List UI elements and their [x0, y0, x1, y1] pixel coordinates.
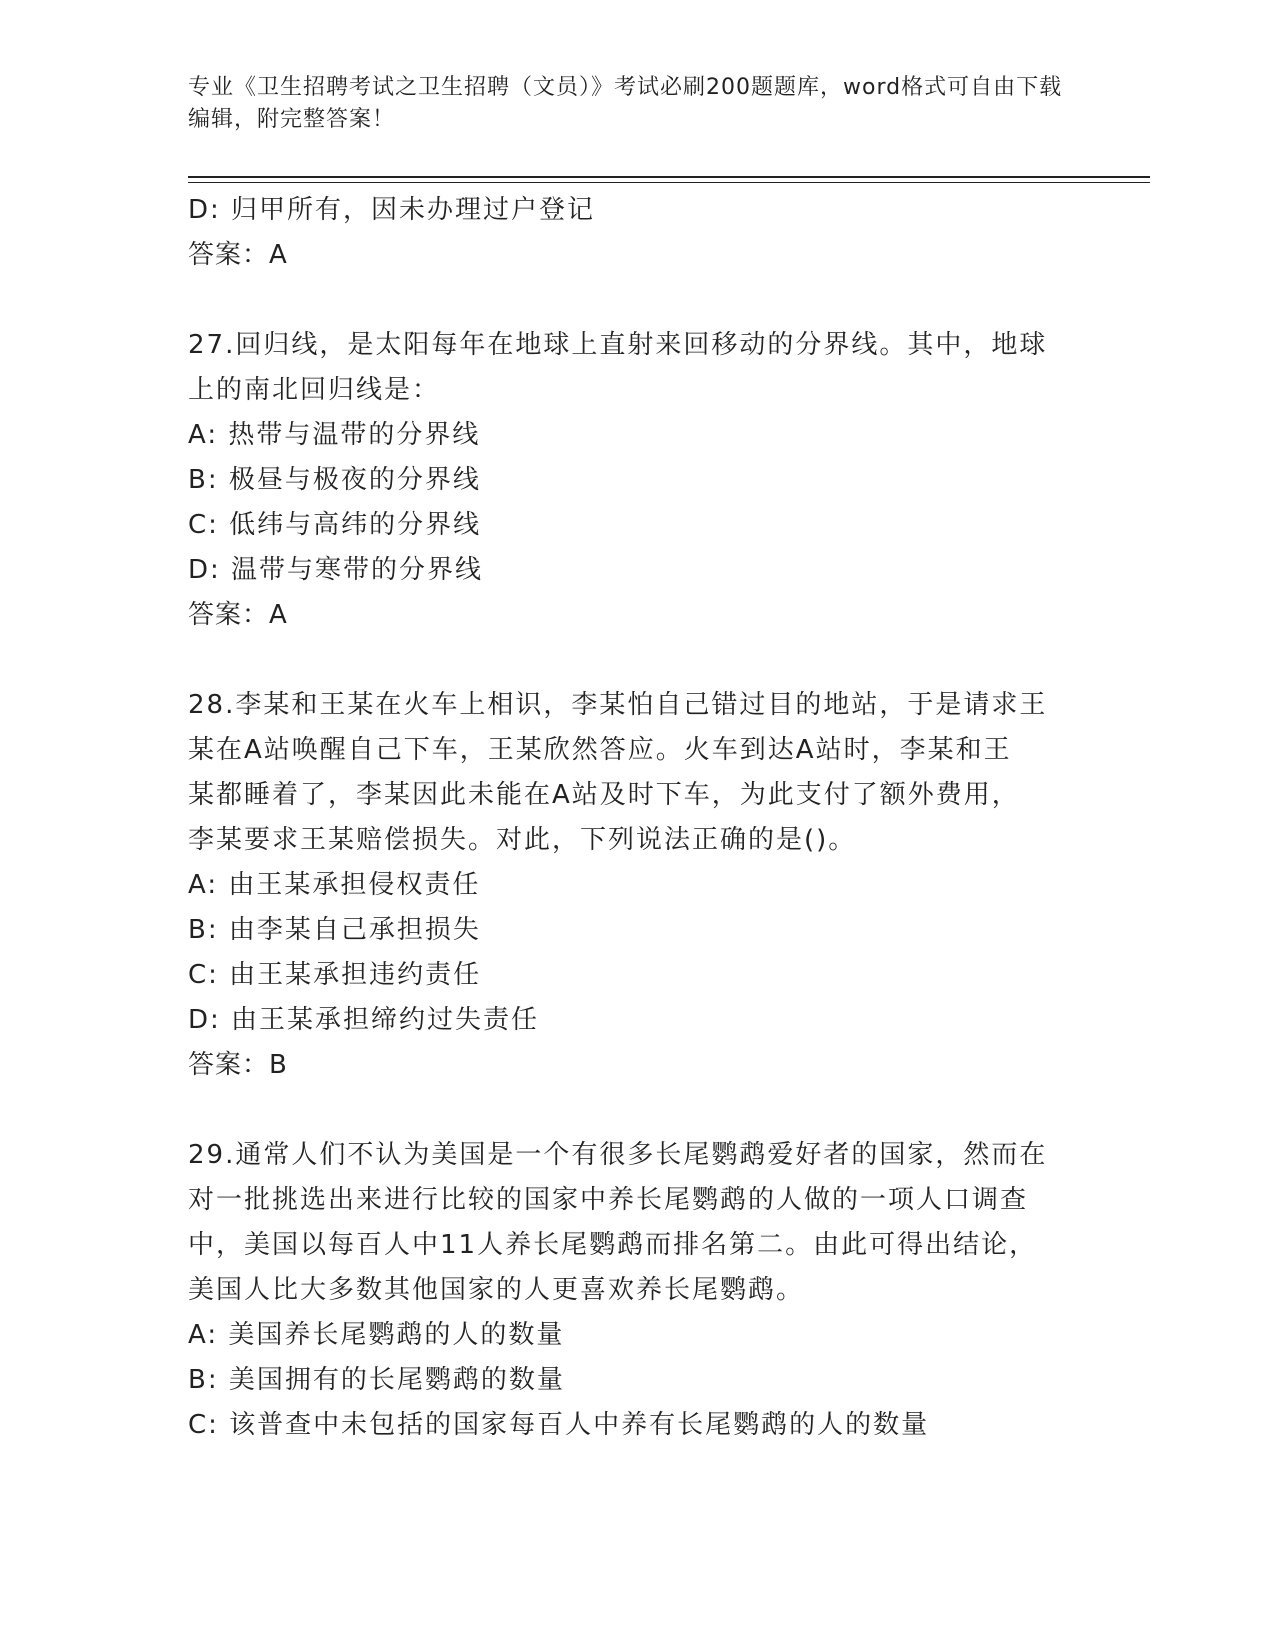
question-text-line: 某在A站唤醒自己下车，王某欣然答应。火车到达A站时，李某和王: [188, 735, 1012, 765]
option-c: C: 由王某承担违约责任: [188, 960, 482, 990]
document-header: 专业《卫生招聘考试之卫生招聘（文员）》考试必刷200题题库，word格式可自由下载编辑，附完整答案！: [188, 75, 1063, 132]
option-c: C: 该普查中未包括的国家每百人中养有长尾鹦鹉的人的数量: [188, 1410, 930, 1440]
option-d: D: 由王某承担缔约过失责任: [188, 1005, 540, 1035]
answer-line: 答案：A: [188, 240, 288, 270]
header-rule-thin: [188, 182, 1150, 183]
question-text-line: 美国人比大多数其他国家的人更喜欢养长尾鹦鹉。: [188, 1275, 805, 1305]
option-a: A: 美国养长尾鹦鹉的人的数量: [188, 1320, 565, 1350]
question-block-27: [188, 323, 1088, 638]
option-a: A: 由王某承担侵权责任: [188, 870, 481, 900]
option-b: B: 极昼与极夜的分界线: [188, 465, 481, 495]
answer-line: 答案：A: [188, 600, 288, 630]
option-c: C: 低纬与高纬的分界线: [188, 510, 482, 540]
question-block-28: [188, 683, 1088, 1088]
answer-line: 答案：B: [188, 1050, 288, 1080]
question-block-26: [188, 188, 1088, 278]
option-b: B: 由李某自己承担损失: [188, 915, 481, 945]
option-d: D: 温带与寒带的分界线: [188, 555, 484, 585]
question-block-29: [188, 1133, 1088, 1448]
question-text-line: 上的南北回归线是：: [188, 375, 441, 405]
question-text-line: 29.通常人们不认为美国是一个有很多长尾鹦鹉爱好者的国家，然而在: [188, 1140, 1048, 1170]
option-d: D: 归甲所有，因未办理过户登记: [188, 195, 596, 225]
spacer: [188, 638, 1088, 683]
question-text-line: 中，美国以每百人中11人养长尾鹦鹉而排名第二。由此可得出结论，: [188, 1230, 1038, 1260]
document-body: [188, 188, 1088, 1448]
question-text-line: 某都睡着了，李某因此未能在A站及时下车，为此支付了额外费用，: [188, 780, 1020, 810]
option-b: B: 美国拥有的长尾鹦鹉的数量: [188, 1365, 565, 1395]
question-text-line: 对一批挑选出来进行比较的国家中养长尾鹦鹉的人做的一项人口调查: [188, 1185, 1029, 1215]
question-text-line: 27.回归线，是太阳每年在地球上直射来回移动的分界线。其中，地球: [188, 330, 1048, 360]
option-a: A: 热带与温带的分界线: [188, 420, 481, 450]
spacer: [188, 278, 1088, 323]
question-text-line: 李某要求王某赔偿损失。对此，下列说法正确的是()。: [188, 825, 857, 855]
question-text-line: 28.李某和王某在火车上相识，李某怕自己错过目的地站，于是请求王: [188, 690, 1048, 720]
header-rule-thick: [188, 176, 1150, 178]
spacer: [188, 1088, 1088, 1133]
